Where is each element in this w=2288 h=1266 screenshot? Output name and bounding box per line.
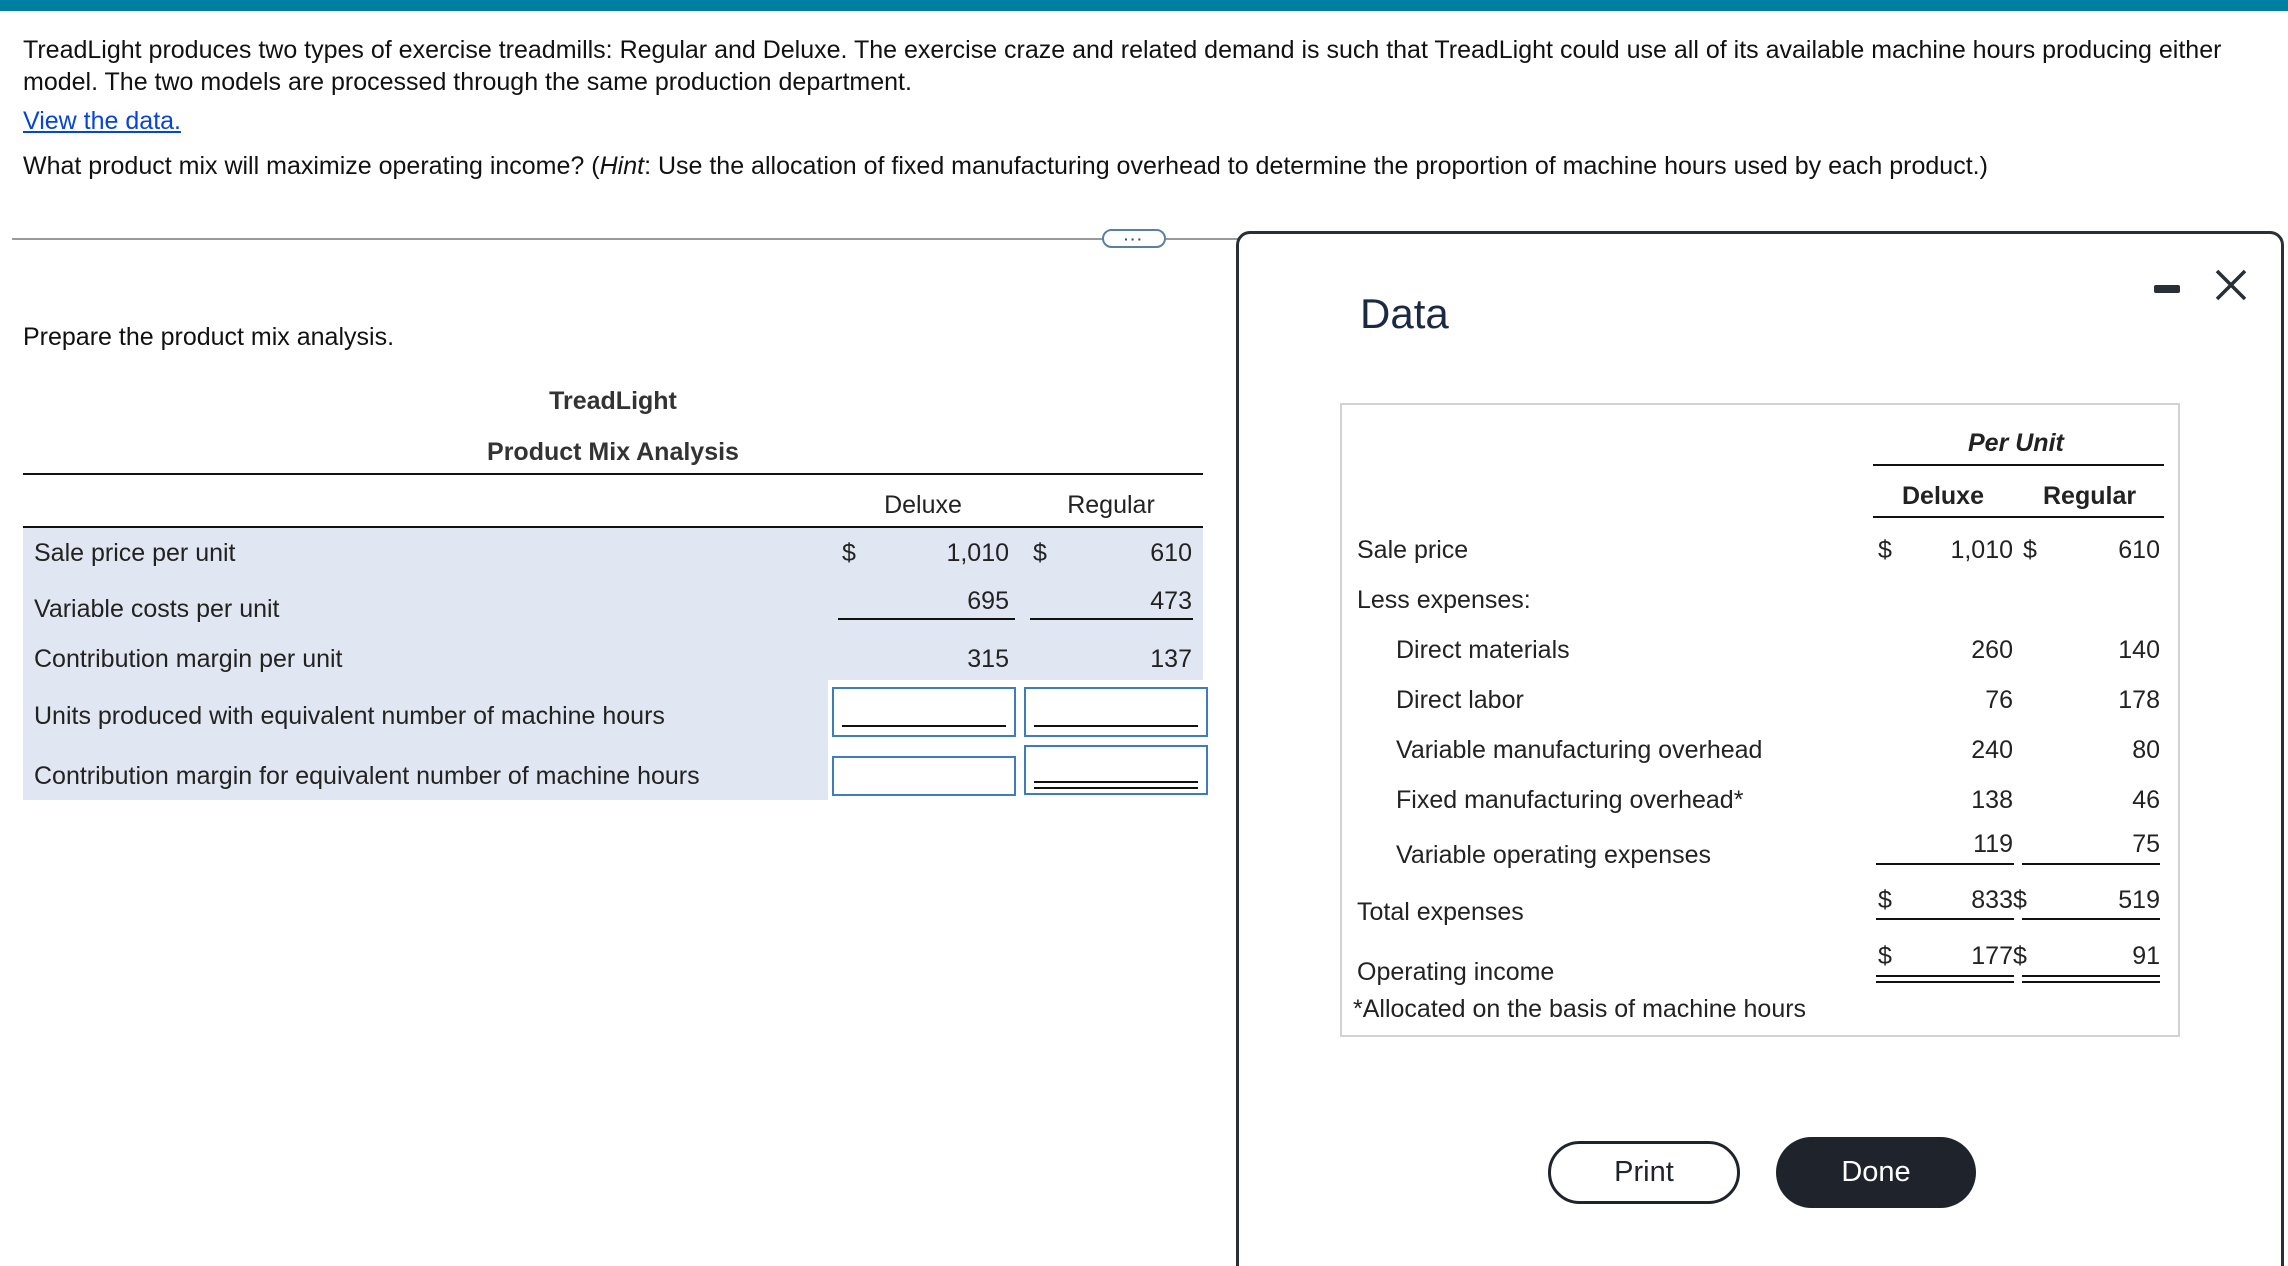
footnote: *Allocated on the basis of machine hours (1353, 995, 1807, 1023)
row-variable-costs-label: Variable costs per unit (34, 595, 280, 623)
worksheet-title: Product Mix Analysis (487, 438, 739, 466)
total-expenses-deluxe-currency: $ (1878, 886, 1892, 914)
total-expenses-regular-currency: $ (2013, 886, 2027, 914)
units-produced-deluxe-input[interactable] (832, 687, 1016, 737)
units-produced-regular-input[interactable] (1024, 687, 1208, 737)
total-expenses-deluxe-value: 833 (1971, 886, 2013, 914)
worksheet-header-rule (23, 473, 1203, 475)
sale-price-label: Sale price (1357, 536, 1469, 564)
row-units-produced-label: Units produced with equivalent number of machine hours (34, 702, 665, 730)
expense-variable-mfg-overhead-deluxe: 240 (1971, 736, 2013, 764)
worksheet-company: TreadLight (549, 387, 677, 415)
expense-variable-operating-deluxe: 119 (1973, 830, 2013, 858)
operating-income-deluxe-value: 177 (1971, 942, 2013, 970)
expense-direct-materials-label: Direct materials (1396, 636, 1570, 664)
expense-fixed-mfg-overhead-regular: 46 (2132, 786, 2160, 814)
expense-direct-labor-deluxe: 76 (1985, 686, 2013, 714)
modal-title: Data (1360, 290, 1449, 337)
expense-variable-mfg-overhead-regular: 80 (2132, 736, 2160, 764)
expense-variable-operating-regular: 75 (2132, 830, 2160, 858)
row-sale-price-deluxe-currency: $ (842, 539, 856, 567)
operating-income-regular-currency: $ (2013, 942, 2027, 970)
row-contribution-margin-regular-value: 137 (1150, 645, 1192, 673)
modal-col-deluxe: Deluxe (1902, 482, 1984, 510)
modal-col-regular: Regular (2043, 482, 2137, 510)
regular-subtotal-rule (1030, 618, 1193, 620)
input-underline (842, 725, 1006, 727)
expense-fixed-mfg-overhead-deluxe: 138 (1971, 786, 2013, 814)
question-suffix: : Use the allocation of fixed manufacturing overhead to determine the proportion of machine hours used by each product.) (644, 152, 1988, 180)
problem-intro: TreadLight produces two types of exercise treadmills: Regular and Deluxe. The exercise craze and related demand is such that TreadLight could use all of its available machine hours producing either model. The two models are processed through the same production department. (23, 36, 2222, 96)
worksheet-col-regular: Regular (1067, 491, 1155, 519)
worksheet-col-deluxe: Deluxe (884, 491, 962, 519)
question-hint-word: Hint (599, 152, 645, 180)
done-button[interactable]: Done (1776, 1137, 1976, 1208)
section-divider (12, 238, 1252, 240)
row-sale-price-regular-value: 610 (1150, 539, 1192, 567)
regular-double-rule-top (2022, 975, 2160, 977)
row-contribution-margin-label: Contribution margin per unit (34, 645, 343, 673)
input-double-underline-top (1034, 781, 1198, 783)
problem-question (23, 150, 2263, 182)
row-variable-costs-regular-value: 473 (1150, 587, 1192, 615)
sale-price-regular-currency: $ (2023, 536, 2037, 564)
input-double-underline-bottom (1034, 787, 1198, 789)
input-underline (1034, 725, 1198, 727)
row-contribution-margin-deluxe-value: 315 (967, 645, 1009, 673)
operating-income-label: Operating income (1357, 958, 1555, 986)
total-expenses-regular-value: 519 (2118, 886, 2160, 914)
expense-variable-operating-label: Variable operating expenses (1396, 841, 1712, 869)
per-unit-rule (1873, 464, 2164, 466)
close-icon[interactable] (2214, 268, 2248, 302)
row-sale-price-regular-currency: $ (1033, 539, 1047, 567)
row-sale-price-deluxe-value: 1,010 (946, 539, 1009, 567)
expense-variable-mfg-overhead-label: Variable manufacturing overhead (1396, 736, 1763, 764)
regular-expense-subtotal-rule (2022, 863, 2160, 865)
sale-price-deluxe-currency: $ (1878, 536, 1892, 564)
expense-direct-labor-regular: 178 (2118, 686, 2160, 714)
worksheet-instruction: Prepare the product mix analysis. (23, 323, 395, 351)
row-sale-price-label: Sale price per unit (34, 539, 236, 567)
sale-price-regular-value: 610 (2118, 536, 2160, 564)
expense-direct-labor-label: Direct labor (1396, 686, 1524, 714)
deluxe-double-rule-top (1876, 975, 2014, 977)
deluxe-subtotal-rule (838, 618, 1015, 620)
expense-fixed-mfg-overhead-label: Fixed manufacturing overhead* (1396, 786, 1744, 814)
sale-price-deluxe-value: 1,010 (1950, 536, 2013, 564)
deluxe-total-rule (1876, 918, 2014, 920)
row-cm-machine-hours-label: Contribution margin for equivalent number of machine hours (34, 762, 700, 790)
regular-double-rule-bottom (2022, 981, 2160, 983)
minimize-icon[interactable] (2154, 285, 2180, 293)
view-data-link[interactable]: View the data. (23, 107, 181, 135)
row-variable-costs-deluxe-value: 695 (967, 587, 1009, 615)
question-prefix: What product mix will maximize operating income? ( (23, 152, 600, 180)
total-expenses-label: Total expenses (1357, 898, 1524, 926)
per-unit-header: Per Unit (1968, 429, 2064, 457)
operating-income-regular-value: 91 (2132, 942, 2160, 970)
cm-machine-hours-deluxe-input[interactable] (832, 756, 1016, 796)
more-options-button[interactable]: ··· (1102, 229, 1166, 248)
print-button[interactable]: Print (1548, 1141, 1740, 1204)
expense-direct-materials-regular: 140 (2118, 636, 2160, 664)
cm-machine-hours-regular-input[interactable] (1024, 745, 1208, 795)
top-accent-bar (0, 0, 2288, 11)
less-expenses-label: Less expenses: (1357, 586, 1531, 614)
column-header-rule (1873, 516, 2164, 518)
deluxe-double-rule-bottom (1876, 981, 2014, 983)
expense-direct-materials-deluxe: 260 (1971, 636, 2013, 664)
operating-income-deluxe-currency: $ (1878, 942, 1892, 970)
regular-total-rule (2022, 918, 2160, 920)
deluxe-expense-subtotal-rule (1876, 863, 2014, 865)
